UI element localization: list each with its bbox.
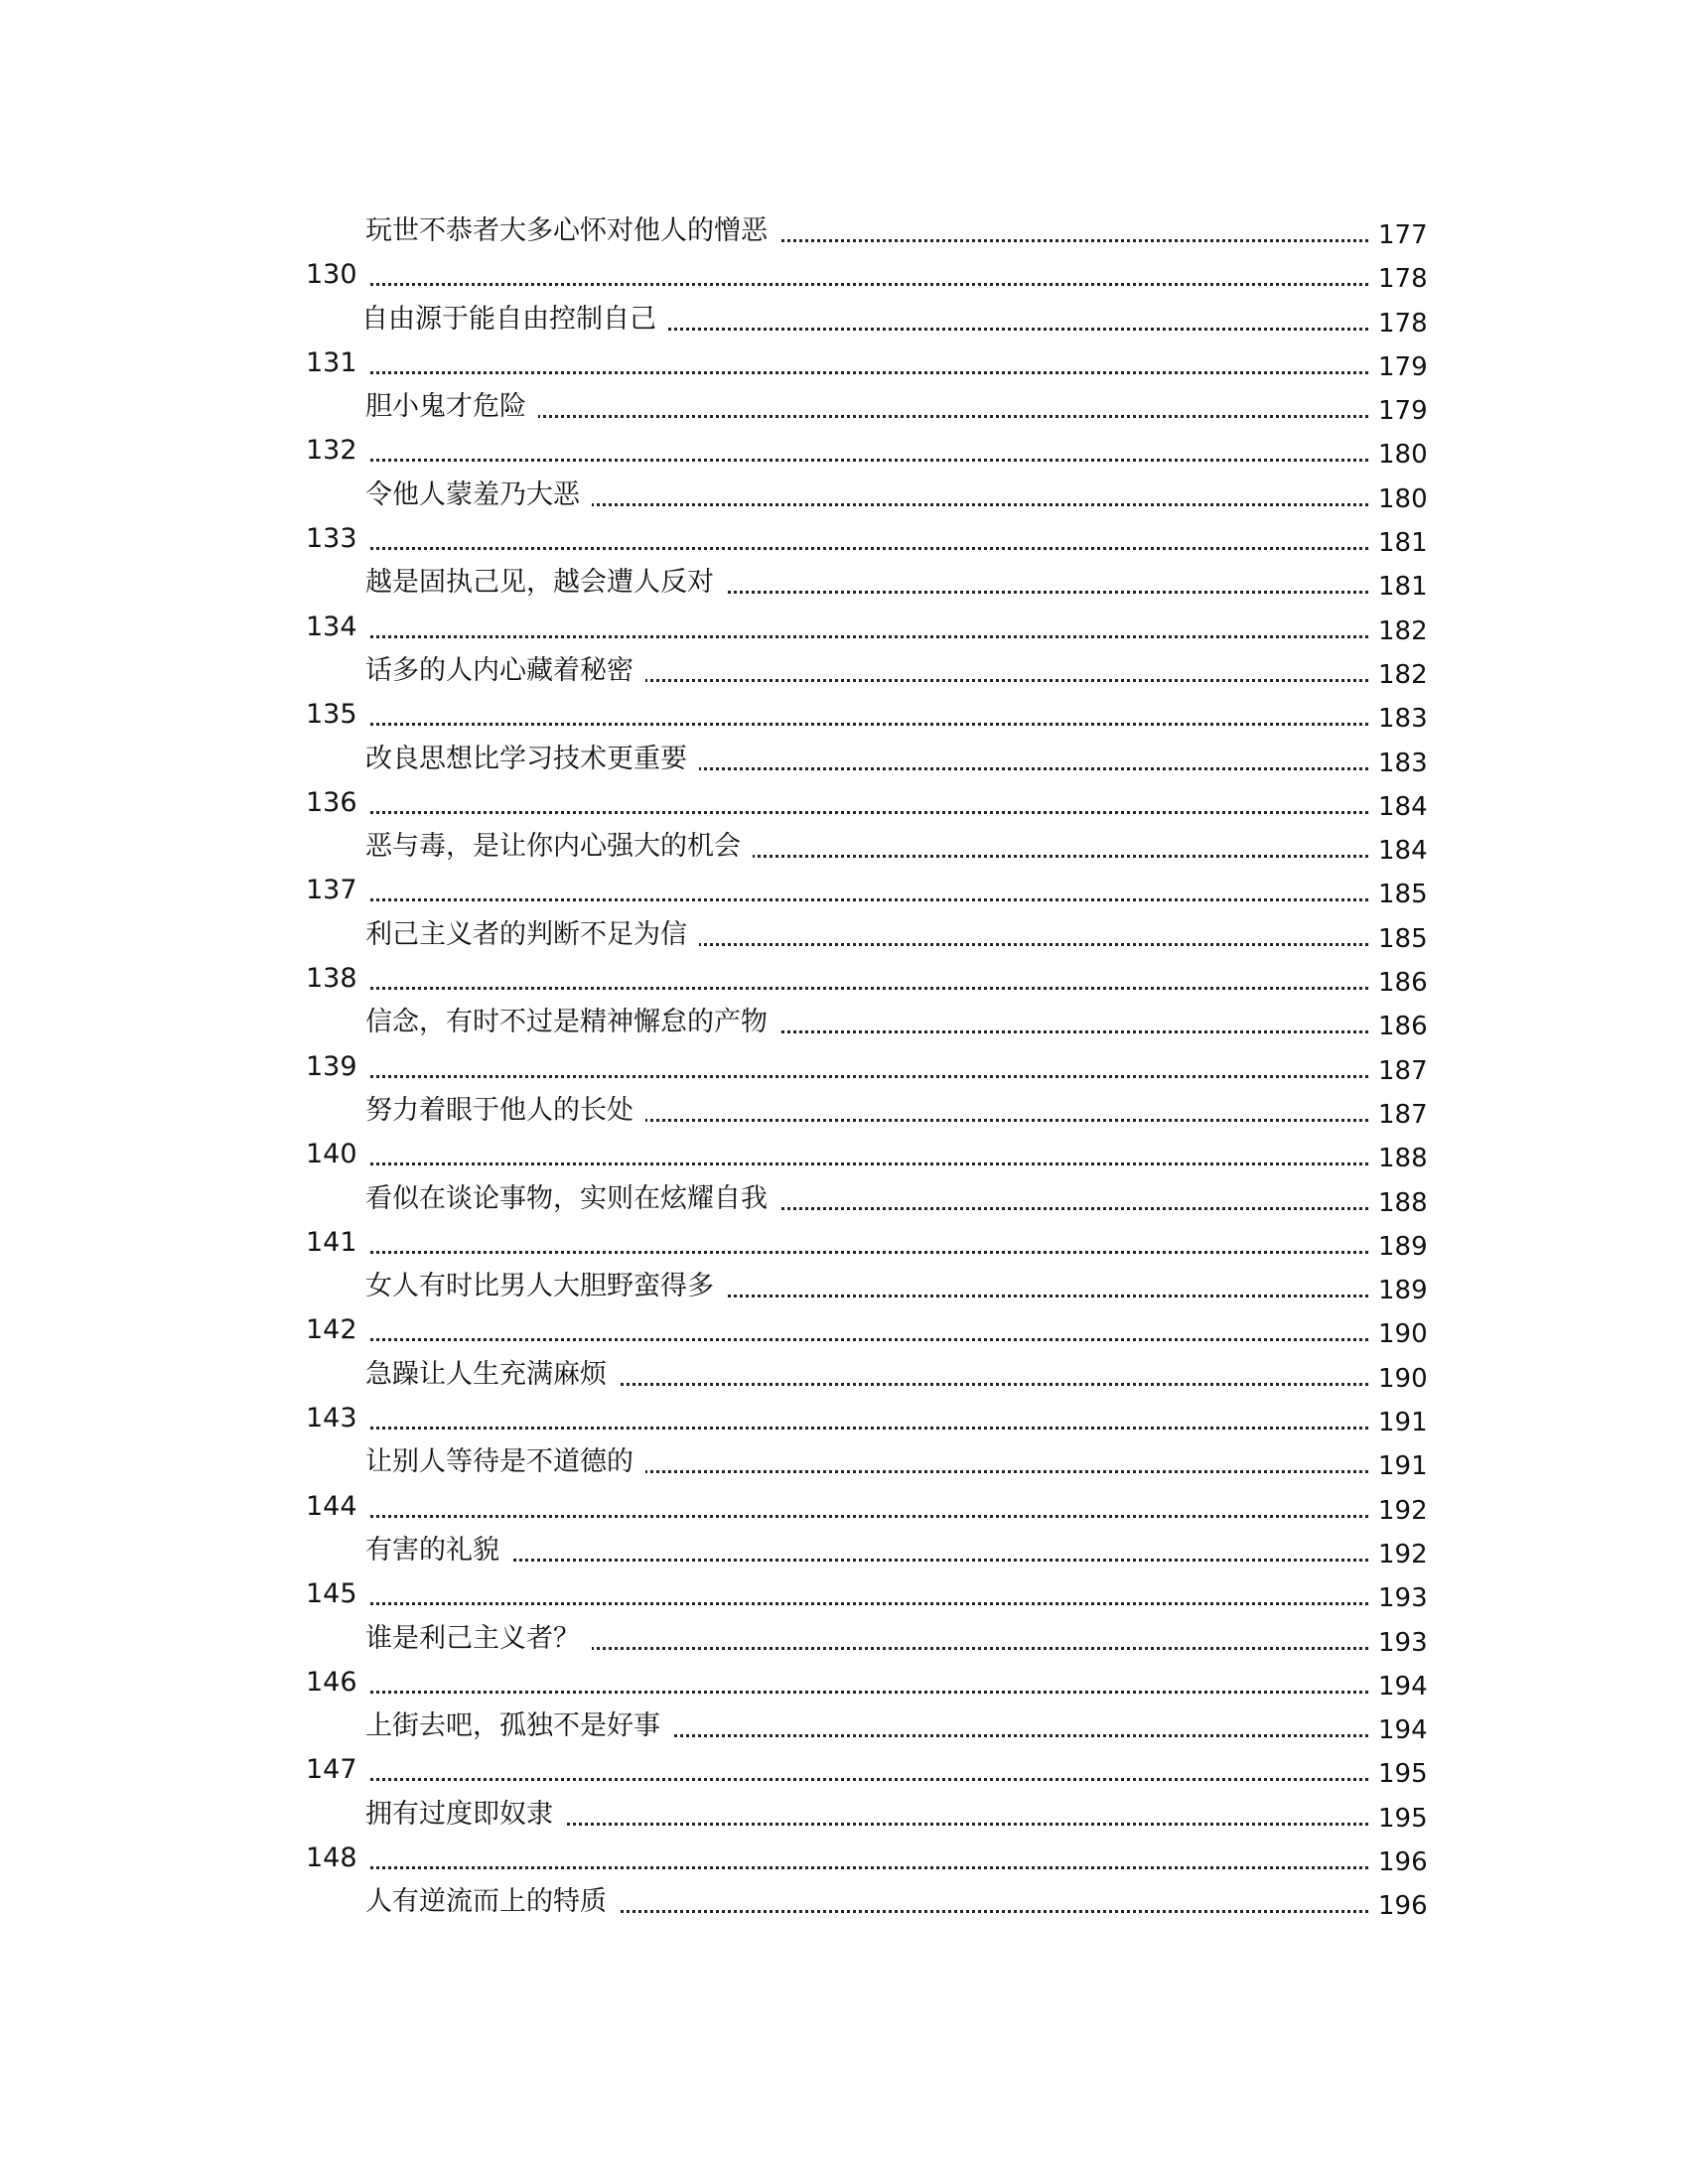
toc-entry-row[interactable] [0,1176,1688,1220]
toc-chapter-number: 137 [306,874,369,907]
toc-chapter-row[interactable] [0,692,1688,736]
toc-chapter-number: 136 [306,786,369,820]
dot-leader [357,283,1368,286]
toc-entry-title: 有害的礼貌 [365,1534,511,1568]
toc-page-number: 179 [1378,396,1428,427]
toc-page-number: 184 [1378,791,1428,822]
toc-page-number: 182 [1378,615,1428,646]
toc-page-number: 191 [1378,1408,1428,1438]
toc-entry-row[interactable] [0,297,1688,341]
toc-chapter-row[interactable] [0,1571,1688,1615]
toc-entry-title: 急躁让人生充满麻烦 [365,1358,619,1392]
toc-chapter-row[interactable] [0,516,1688,560]
toc-chapter-number: 145 [306,1577,369,1611]
toc-entry-title: 看似在谈论事物，实则在炫耀自我 [365,1182,779,1216]
toc-page-number: 187 [1378,1055,1428,1086]
toc-page-number: 177 [1378,220,1428,250]
toc-chapter-number: 130 [306,258,369,292]
toc-chapter-row[interactable] [0,780,1688,824]
toc-entry-title: 话多的人内心藏着秘密 [365,654,645,688]
toc-chapter-number: 141 [306,1226,369,1260]
toc-entry-row[interactable] [0,1352,1688,1396]
toc-page-number: 190 [1378,1363,1428,1394]
toc-entry-title: 胆小鬼才危险 [365,390,538,424]
toc-page-number: 184 [1378,836,1428,867]
table-of-contents [0,208,1688,1924]
dot-leader [357,459,1368,462]
toc-entry-title: 玩世不恭者大多心怀对他人的憎恶 [365,214,779,248]
toc-chapter-number: 142 [306,1313,369,1347]
dot-leader [357,1162,1368,1165]
toc-entry-row[interactable] [0,1000,1688,1043]
toc-chapter-number: 138 [306,962,369,996]
toc-page-number: 186 [1378,1012,1428,1042]
toc-entry-title: 令他人蒙羞乃大恶 [365,478,592,512]
toc-entry-row[interactable] [0,560,1688,604]
toc-chapter-number: 132 [306,434,369,468]
dot-leader [357,1866,1368,1869]
toc-page-number: 193 [1378,1583,1428,1614]
toc-chapter-number: 139 [306,1050,369,1084]
dot-leader [357,371,1368,374]
toc-chapter-row[interactable] [0,1044,1688,1088]
toc-page-number: 194 [1378,1715,1428,1746]
toc-entry-row[interactable] [0,1792,1688,1836]
toc-page-number: 193 [1378,1627,1428,1658]
toc-entry-row[interactable] [0,473,1688,516]
toc-chapter-row[interactable] [0,956,1688,1000]
toc-entry-title: 利己主义者的判断不足为信 [365,918,699,952]
toc-page-number: 196 [1378,1891,1428,1922]
toc-entry-title: 上街去吧，孤独不是好事 [365,1709,672,1743]
toc-page-number: 188 [1378,1187,1428,1218]
toc-page-number: 185 [1378,923,1428,954]
toc-chapter-row[interactable] [0,252,1688,296]
toc-page-number: 187 [1378,1099,1428,1130]
toc-page-number: 191 [1378,1451,1428,1482]
toc-page-number: 195 [1378,1759,1428,1790]
toc-chapter-number: 131 [306,346,369,380]
toc-chapter-row[interactable] [0,428,1688,472]
toc-chapter-row[interactable] [0,1836,1688,1879]
toc-page-number: 190 [1378,1319,1428,1350]
dot-leader [357,1602,1368,1605]
dot-leader [357,1075,1368,1078]
toc-page-number: 196 [1378,1846,1428,1877]
toc-entry-row[interactable] [0,824,1688,868]
dot-leader [357,723,1368,726]
toc-chapter-row[interactable] [0,868,1688,911]
dot-leader [357,1778,1368,1781]
toc-chapter-row[interactable] [0,1660,1688,1704]
toc-chapter-row[interactable] [0,1484,1688,1528]
toc-entry-row[interactable] [0,737,1688,780]
toc-page-number: 189 [1378,1276,1428,1306]
toc-page-number: 183 [1378,748,1428,778]
toc-page-number: 178 [1378,264,1428,295]
dot-leader [357,547,1368,550]
toc-chapter-number: 148 [306,1842,369,1875]
toc-chapter-row[interactable] [0,1220,1688,1264]
toc-entry-title: 努力着眼于他人的长处 [365,1094,645,1128]
toc-page-number: 181 [1378,572,1428,603]
toc-entry-title: 让别人等待是不道德的 [365,1445,645,1479]
toc-entry-row[interactable] [0,1528,1688,1571]
toc-entry-row[interactable] [0,1879,1688,1923]
toc-chapter-number: 147 [306,1753,369,1787]
toc-page-number: 194 [1378,1671,1428,1702]
toc-chapter-number: 144 [306,1490,369,1524]
toc-entry-title: 拥有过度即奴隶 [365,1798,565,1832]
toc-entry-title: 恶与毒，是让你内心强大的机会 [365,830,753,864]
toc-entry-row[interactable] [0,1264,1688,1307]
toc-entry-row[interactable] [0,912,1688,956]
toc-chapter-row[interactable] [0,1132,1688,1175]
toc-chapter-row[interactable] [0,1307,1688,1351]
toc-page-number: 178 [1378,308,1428,339]
toc-chapter-number: 146 [306,1666,369,1700]
toc-page-number: 183 [1378,704,1428,735]
toc-chapter-number: 134 [306,611,369,644]
toc-entry-row[interactable] [0,1616,1688,1660]
toc-entry-row[interactable] [0,1088,1688,1132]
toc-page-number: 188 [1378,1144,1428,1174]
toc-entry-row[interactable] [0,648,1688,692]
toc-chapter-number: 133 [306,522,369,556]
toc-entry-title: 自由源于能自由控制自己 [361,303,668,337]
toc-page-number: 185 [1378,880,1428,910]
toc-chapter-number: 140 [306,1138,369,1171]
toc-entry-title: 人有逆流而上的特质 [365,1885,619,1919]
dot-leader [357,987,1368,990]
toc-page-number: 182 [1378,659,1428,690]
dot-leader [357,635,1368,638]
toc-chapter-row[interactable] [0,341,1688,384]
dot-leader [357,898,1368,901]
dot-leader [357,1251,1368,1254]
dot-leader [357,1515,1368,1518]
dot-leader [357,811,1368,814]
toc-page-number: 180 [1378,440,1428,471]
toc-entry-row[interactable] [0,1439,1688,1483]
toc-entry-title: 信念，有时不过是精神懈怠的产物 [365,1006,779,1039]
toc-page-number: 195 [1378,1803,1428,1834]
toc-entry-row[interactable] [0,384,1688,428]
dot-leader [357,1427,1368,1430]
toc-page-number: 192 [1378,1495,1428,1526]
toc-entry-title: 谁是利己主义者？ [365,1622,592,1656]
toc-page-number: 179 [1378,351,1428,382]
toc-chapter-row[interactable] [0,1396,1688,1439]
dot-leader [357,1691,1368,1694]
toc-entry-row[interactable] [0,208,1688,252]
toc-chapter-row[interactable] [0,1747,1688,1791]
toc-page-number: 189 [1378,1231,1428,1262]
dot-leader [365,1559,1368,1562]
toc-entry-title: 改良思想比学习技术更重要 [365,743,699,776]
toc-entry-title: 女人有时比男人大胆野蛮得多 [365,1270,726,1303]
toc-page-number: 181 [1378,528,1428,559]
dot-leader [357,1338,1368,1341]
toc-chapter-number: 143 [306,1402,369,1435]
toc-chapter-number: 135 [306,698,369,732]
toc-chapter-row[interactable] [0,605,1688,648]
toc-entry-title: 越是固执己见，越会遭人反对 [365,566,726,600]
toc-entry-row[interactable] [0,1704,1688,1747]
toc-page-number: 192 [1378,1539,1428,1570]
toc-page-number: 180 [1378,483,1428,514]
toc-page-number: 186 [1378,968,1428,999]
